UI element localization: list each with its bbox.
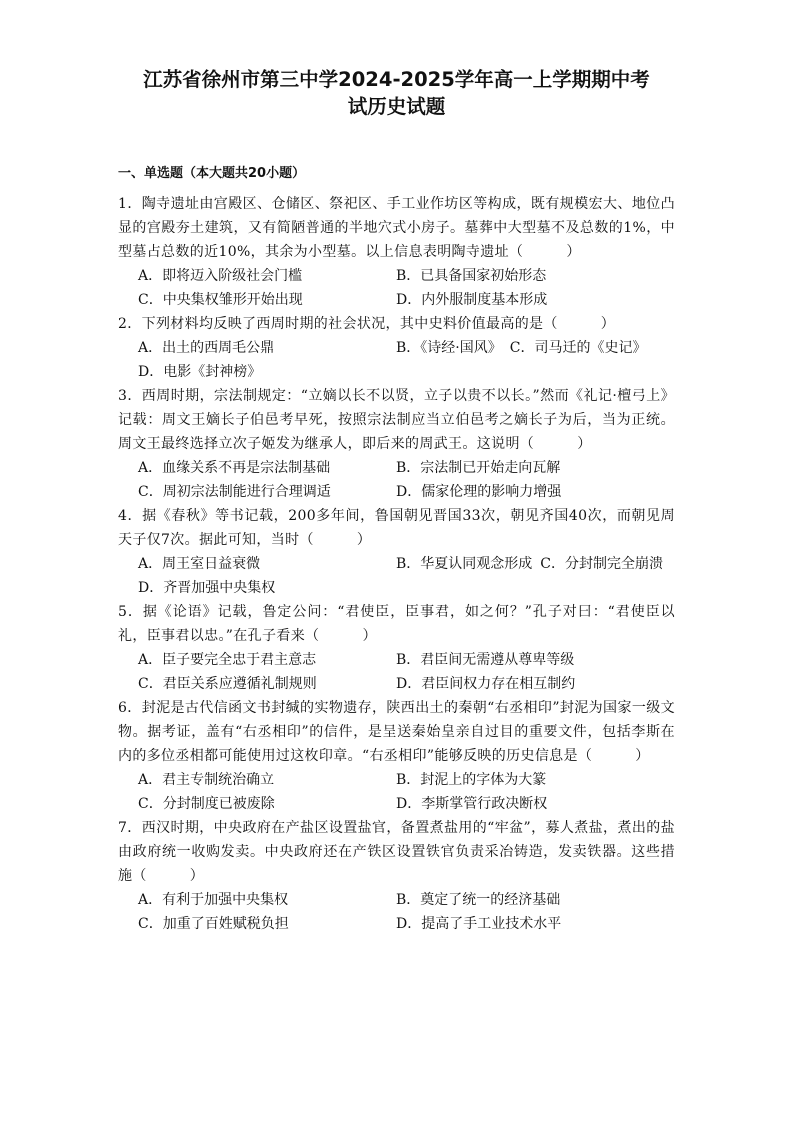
question-stem: 5．据《论语》记载，鲁定公问：“君使臣，臣事君，如之何？”孔子对曰：“君使臣以礼，臣事君以忠。”在孔子看来（ ）	[118, 604, 675, 644]
option-b: B．封泥上的字体为大篆	[396, 772, 547, 788]
question-6	[118, 696, 675, 816]
question-options	[118, 768, 675, 816]
question-stem: 1．陶寺遗址由宫殿区、仓储区、祭祀区、手工业作坊区等构成，既有规模宏大、地位凸显的宫殿夯土建筑，又有简陋普通的半地穴式小房子。墓葬中大型墓不及总数的1%，中型墓占总数的近10%，其余为小型墓。以上信息表明陶寺遗址（ ）	[118, 196, 675, 260]
option-d: D．君臣间权力存在相互制约	[396, 676, 576, 692]
question-4	[118, 504, 675, 600]
document-title	[114, 66, 679, 120]
option-c: C．中央集权雏形开始出现	[138, 292, 303, 308]
option-a: A．臣子要完全忠于君主意志	[138, 652, 317, 668]
title-line-1: 江苏省徐州市第三中学2024-2025学年高一上学期期中考	[143, 68, 650, 91]
question-stem: 6．封泥是古代信函文书封缄的实物遗存，陕西出土的秦朝“右丞相印”封泥为国家一级文物。据考证，盖有“右丞相印”的信件，是呈送秦始皇亲自过目的重要文件，包括李斯在内的多位丞相都可能使用过这枚印章。“右丞相印”能够反映的历史信息是（ ）	[118, 700, 675, 764]
question-stem: 4．据《春秋》等书记载，200多年间，鲁国朝见晋国33次，朝见齐国40次，而朝见周天子仅7次。据此可知，当时（ ）	[118, 508, 675, 548]
question-options	[118, 336, 675, 384]
option-c: C．司马迁的《史记》	[509, 340, 647, 356]
question-3	[118, 384, 675, 504]
option-c: C．加重了百姓赋税负担	[138, 916, 289, 932]
question-stem: 7．西汉时期，中央政府在产盐区设置盐官，备置煮盐用的“牢盆”，募人煮盐，煮出的盐由政府统一收购发卖。中央政府还在产铁区设置铁官负责采冶铸造，发卖铁器。这些措施（ ）	[118, 820, 675, 884]
question-5	[118, 600, 675, 696]
option-b: B．奠定了统一的经济基础	[396, 892, 561, 908]
option-a: A．有利于加强中央集权	[138, 892, 289, 908]
option-d: D．儒家伦理的影响力增强	[396, 484, 562, 500]
question-2	[118, 312, 675, 384]
question-7	[118, 816, 675, 936]
option-c: C．君臣关系应遵循礼制规则	[138, 676, 317, 692]
option-b: B．君臣间无需遵从尊卑等级	[396, 652, 575, 668]
option-d: D．齐晋加强中央集权	[138, 580, 276, 596]
option-a: A．君主专制统治确立	[138, 772, 275, 788]
question-options	[118, 264, 675, 312]
option-a: A．即将迈入阶级社会门槛	[138, 268, 303, 284]
option-b: B．华夏认同观念形成	[396, 556, 533, 572]
option-d: D．提高了手工业技术水平	[396, 916, 562, 932]
question-1	[118, 192, 675, 312]
option-a: A．血缘关系不再是宗法制基础	[138, 460, 331, 476]
option-d: D．李斯掌管行政决断权	[396, 796, 548, 812]
option-b: B．宗法制已开始走向瓦解	[396, 460, 561, 476]
option-b: B．已具备国家初始形态	[396, 268, 547, 284]
option-d: D．内外服制度基本形成	[396, 292, 548, 308]
question-options	[118, 456, 675, 504]
option-a: A．周王室日益衰微	[138, 556, 261, 572]
option-c: C．分封制完全崩溃	[540, 556, 664, 572]
option-c: C．周初宗法制能进行合理调适	[138, 484, 331, 500]
option-a: A．出土的西周毛公鼎	[138, 340, 275, 356]
question-stem: 2．下列材料均反映了西周时期的社会状况，其中史料价值最高的是（ ）	[118, 316, 616, 332]
option-b: B．《诗经·国风》	[396, 340, 502, 356]
option-c: C．分封制度已被废除	[138, 796, 275, 812]
question-list	[118, 192, 675, 936]
question-options	[118, 888, 675, 936]
question-options	[118, 552, 675, 600]
title-line-2: 试历史试题	[347, 95, 446, 118]
question-options	[118, 648, 675, 696]
question-stem: 3．西周时期，宗法制规定：“立嫡以长不以贤，立子以贵不以长。”然而《礼记·檀弓上》记载：周文王嫡长子伯邑考早死，按照宗法制应当立伯邑考之嫡长子为后，当为正统。周文王最终选择立次子姬发为继承人，即后来的周武王。这说明（ ）	[118, 388, 675, 452]
option-d: D．电影《封神榜》	[138, 364, 262, 380]
section-heading: 一、单选题（本大题共20小题）	[118, 166, 306, 181]
